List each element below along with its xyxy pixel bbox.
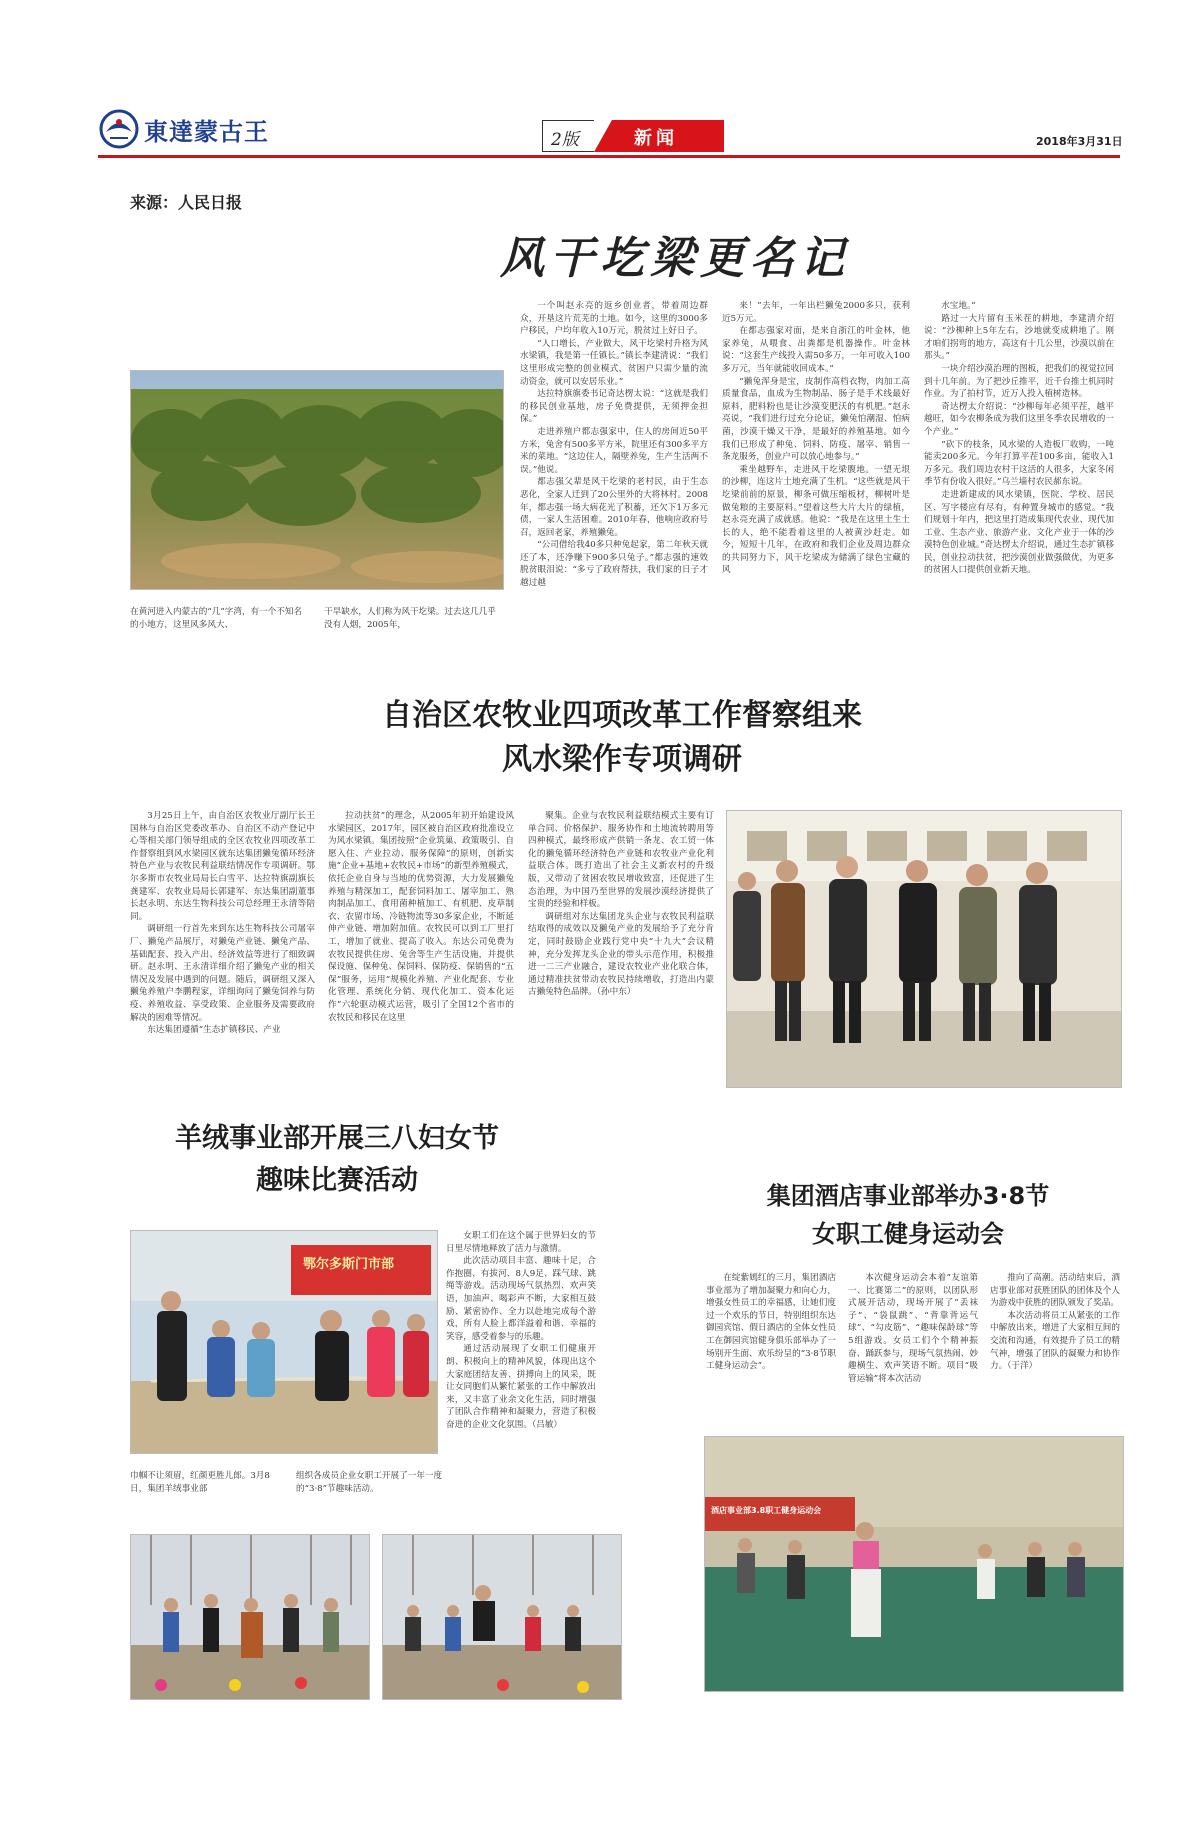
circle-game-image — [131, 1535, 369, 1699]
article2-title-line2: 风水梁作专项调研 — [502, 742, 742, 777]
storefront-banner-text: 鄂尔多斯门市部 — [303, 1257, 395, 1272]
paragraph: 调研组一行首先来到东达生物科技公司屠宰厂、獭兔产品展厅，对獭兔产业链、獭兔产品、基础配套、投入产出、经济效益等进行了细致调研。赵永明、王永清详细介绍了獭兔产业的相关情况及发展中遇到的问题。随后，调研组又深入獭兔养殖户李鹏程家，详细询问了獭兔饲养与防疫、养殖收益、享受政策、企业服务及需要政府解决的困难等情况。 — [130, 924, 315, 1023]
paragraph: 路过一大片留有玉米茬的耕地，李建清介绍说：“沙柳种上5年左右，沙地就变成耕地了。刚才咱们拐弯的地方，高这有十几公里，沙漠以前在那头。” — [924, 313, 1114, 362]
paragraph: 一块介绍沙漠治理的图板，把我们的视觉拉回到十几年前。为了把沙丘推平，近千台推土机同时作业。为了拍村节，近万人投入植树造林。 — [924, 363, 1114, 400]
paragraph: 推向了高潮。活动结束后，酒店事业部对获胜团队的团体及个人为游戏中获胜的团队颁发了奖品。 — [990, 1273, 1120, 1309]
paragraph: “公司借给我40多只种兔起家，第二年秋天就还了本，还净赚下900多只兔子。”都志强的速效脱贫眼泪说：“多亏了政府帮扶，我们家的日子才越过越 — [520, 540, 708, 589]
paragraph: 都志强父辈是风干圪梁的老村民，由于生态恶化，全家人迁到了20公里外的大将林村。2008年，都志强一场大病花光了积蓄，还欠下1万多元债，一家人生活困难。2010年春，他响应政府号召，返回老家，养殖獭兔。 — [520, 477, 708, 538]
article2-col2 — [328, 810, 514, 1080]
paragraph: 调研组对东达集团龙头企业与农牧民利益联结取得的成效以及獭兔产业的发展给予了充分肯定，同时鼓励企业践行党中央“十九大”会议精神，充分发挥龙头企业的带头示范作用，积极推进一二三产业融合，建设农牧业产业化联合体，通过精准扶贫带动农牧民持续增收，打造出内蒙古獭兔特色品牌。（孙中东） — [528, 911, 714, 998]
article1-photo-shrubland — [130, 370, 504, 590]
masthead-rule — [98, 155, 1120, 158]
article3-photo-jump-game — [382, 1534, 622, 1700]
issue-date: 2018年3月31日 — [1036, 135, 1123, 148]
logo-text: 東達蒙古王 — [144, 117, 269, 146]
masthead — [0, 0, 1200, 170]
article3-photo-tug-of-war — [130, 1230, 438, 1454]
paragraph: 此次活动项目丰富、趣味十足，合作抱圈、有拔河、8人9足、踩气球、跳绳等游戏。活动现场气氛热烈、欢声笑语，加油声、喝彩声不断，大家相互鼓励、紧密协作、全力以赴地完成每个游戏，所有人脸上都洋溢着和谐、幸福的笑容，感受着参与的乐趣。 — [446, 1256, 596, 1342]
page-number: 2版 — [551, 130, 579, 150]
article4-col1 — [706, 1272, 836, 1432]
article3-caption-col1: 巾帼不让须眉，红颜更胜儿郎。3月8日，集团羊绒事业部 — [130, 1471, 270, 1494]
paragraph: 在绽紫嫣红的三月，集团酒店事业部为了增加凝聚力和向心力，增强女性员工的幸福感，让她们度过一个欢乐的节日，特别组织东达御园宾馆、假日酒店的全体女性员工在御园宾馆健身俱乐部举办了一场别开生面、欢乐纷呈的“3·8节职工健身运动会”。 — [706, 1273, 836, 1372]
paragraph: 拉动扶贫”的理念，从2005年初开始建设风水梁园区，2017年，园区被自治区政府批准设立为风水梁镇。集团按照“企业筑巢、政策吸引、自愿入住、产业拉动、服务保障”的原则，创新实施“企业+基地+农牧民+市场”的新型养殖模式，依托企业自身与当地的优势资源，大力发展獭兔养殖与精深加工，配套饲料加工、屠宰加工、熟肉制品加工、食用菌种植加工、有机肥、皮草制衣、农留市场、冷链物流等30多家企业，不断延伸产业链、增加附加值。农牧民可以到工厂里打工，增加了就业、提高了收入。东达公司免费为农牧民提供住房、兔舍等生产生活设施，并提供保设施、保种兔、保饲料、保防疫、保销售的“五保”服务，运用“规模化养殖、产业化配套、专业化管理、系统化分销、现代化加工、资本化运作”六轮驱动模式运营，吸引了全国12个省市的农牧民和移民在这里 — [328, 811, 514, 1023]
paragraph: 在都志强家对面，是来自浙江的叶金林，他家养兔，从喂食、出粪都是机器操作。叶金林说：“这套生产线投入需50多万，一年可收入100多万元，当年就能收回成本。” — [722, 326, 910, 374]
paragraph: “獭兔浑身是宝，皮制作高档衣物，肉加工高质量食品，血成为生物制品、肠子是手术线最好原料，肥料粉也是让沙漠变肥沃的有机肥。”赵永亮说，“我们进行过充分论证，獭兔怕潮湿、怕病菌，沙漠干燥又干净，是最好的养殖基地。如今我们已形成了种兔、饲料、防疫、屠宰、销售一条龙服务，创业户可以放心地参与。” — [722, 376, 910, 463]
paragraph: 奇达楞太介绍说：“沙柳每年必须平茬，越平越旺，如今农柳条成为我们这里冬季农民增收的一个产业。” — [924, 401, 1114, 437]
jump-game-image — [383, 1535, 621, 1699]
paragraph: “人口增长，产业做大，风干圪梁村升格为风水梁镇，我是第一任镇长。”镇长李建清说：“我们这里形成完整的创业模式，贫困户只需少量的流动资金，就可以安居乐业。” — [520, 338, 708, 387]
article4-title-line1: 集团酒店事业部举办3·8节 — [766, 1182, 1050, 1210]
paragraph: 本次活动将员工从紧张的工作中解放出来，增进了大家相互间的交流和沟通，有效提升了员工的精气神，增强了团队的凝聚力和协作力。（于洋） — [990, 1310, 1120, 1372]
paragraph: 3月25日上午，由自治区农牧业厅副厅长王国林与自治区党委改革办、自治区不动产登记中心等相关部门领导组成的全区农牧业四项改革工作督察组到风水梁园区就东达集团獭兔循环经济特色产业与农牧民利益联结情况作专项调研。鄂尔多斯市农牧业局局长白雪平、达拉特旗副旗长龚建军、农牧业局局长郭建军、东达集团副董事长赵永明、东达生物科技公司总经理王永清等陪同。 — [130, 811, 315, 922]
article2-col1 — [130, 810, 315, 1080]
article1-col4 — [722, 300, 910, 640]
article3-caption-col2: 组织各成员企业女职工开展了一年一度的“3·8”节趣味活动。 — [296, 1471, 443, 1494]
paragraph: “砍下的枝条，风水梁的人造板厂收购，一吨能卖200多元。今年打算平茬100多亩，能收入1万多元。我们周边农村干这活的人很多，大家冬闲季节有份收入很好。”乌兰墙村农民郝东说。 — [924, 439, 1114, 488]
paragraph: 水宝地。” — [941, 301, 976, 311]
paragraph: 聚集。企业与农牧民利益联结模式主要有订单合同、价格保护、服务协作和土地流转聘用等四种模式，最终形成产供销一条龙、农工贸一体化的獭兔循环经济特色产业链和农牧业产业化利益联合体。既打造出了社会主义新农村的升级版，又带动了贫困农牧民增收致富，还促进了生态治理，为中国乃至世界的发展沙漠经济提供了宝贵的经验和样板。 — [528, 811, 714, 910]
paragraph: 走进新建成的风水梁镇，医院、学校、居民区、写字楼应有尽有，有种置身城市的感觉。“我们规划十年内，把这里打造成集现代农业、现代加工业、生态产业、旅游产业、文化产业于一体的沙漠特色创业城。”奇达楞太介绍说，通过生态扩镇移民，创业拉动扶贫，把沙漠创业做强做优，为更多的贫困人口提供创业新天地。 — [924, 489, 1114, 576]
paragraph: 乘坐越野车，走进风干圪梁腹地。一望无垠的沙柳，连这片土地充满了生机。“这些就是风干圪梁前前的原景，柳条可做压缩板材，柳树叶是做兔粮的主要原料。”望着这些大片大片的绿植，赵永亮充满了成就感。他说：“我是在这里土生土长的人，绝不能看着这里的人被黄沙赶走。如今，短短十几年，在政府和我们企业及周边群众的共同努力下，风干圪梁成为储满了绿色宝藏的风 — [722, 464, 910, 576]
article3-title-line2: 趣味比赛活动 — [256, 1165, 418, 1196]
article4-col2 — [848, 1272, 978, 1432]
article1-caption-col2: 干旱缺水，人们称为风干圪梁。过去这几几乎没有人烟，2005年， — [324, 607, 496, 630]
article1-caption-col1: 在黄河进入内蒙古的“几”字湾，有一个不知名的小地方，这里风多风大、 — [130, 607, 303, 630]
article2-col3 — [528, 810, 714, 1080]
article4-title-line2: 女职工健身运动会 — [812, 1220, 1004, 1248]
article1-title: 风干圪梁更名记 — [500, 233, 850, 284]
article3-photo-circle-game — [130, 1534, 370, 1700]
section-name: 新闻 — [634, 128, 678, 149]
gym-banner-text: 酒店事业部3.8职工健身运动会 — [711, 1506, 822, 1515]
logo-emblem-icon — [98, 108, 140, 150]
article4-col3 — [990, 1272, 1120, 1432]
article2-photo-inspection — [726, 810, 1122, 1088]
paragraph: 达拉特旗旗委书记奇达楞太说：“这就是我们的移民创业基地，房子免费提供，无须押金担保。” — [520, 389, 708, 425]
shrubland-image — [131, 371, 503, 589]
page-number-box — [542, 120, 597, 152]
paragraph: 本次健身运动会本着“友谊第一、比赛第二”的原则，以团队形式展开活动，现场开展了“丢袜子”、“袋鼠跳”、“背靠背运气球”、“勾皮筋”、“趣味保龄球”等5组游戏。女员工们个个精神振奋、踊跃参与，现场气氛热闹、妙趣横生、欢声笑语不断。项目“吸管运输”将本次活动 — [848, 1273, 978, 1384]
article1-col3 — [520, 300, 708, 640]
article1-col5 — [924, 300, 1114, 640]
paragraph: 一个叫赵永亮的返乡创业者，带着周边群众，开垦这片荒芜的土地。如今，这里的3000多户移民，户均年收入10万元，脱贫过上好日子。 — [520, 301, 708, 337]
sack-race-image — [705, 1437, 1123, 1691]
paragraph: 来！”去年，一年出栏獭兔2000多只，获利近5万元。 — [722, 301, 910, 324]
paragraph: 女职工们在这个属于世界妇女的节日里尽情地释放了活力与激情。 — [446, 1231, 596, 1254]
inspection-group-image — [727, 811, 1121, 1087]
article4-photo-sack-race — [704, 1436, 1124, 1692]
paragraph: 东达集团遵循“生态扩镇移民、产业 — [147, 1025, 281, 1036]
paragraph: 走进养殖户都志强家中，住人的房间近50平方米，兔舍有500多平方米，院里还有300多平方米的菜地。“这边住人，隔壁养兔，生产生活两不误。”他说。 — [520, 426, 708, 475]
article2-title-line1: 自治区农牧业四项改革工作督察组来 — [382, 698, 862, 733]
source-line: 来源：人民日报 — [130, 193, 243, 212]
article3-title-line1: 羊绒事业部开展三八妇女节 — [175, 1123, 499, 1154]
paragraph: 通过活动展现了女职工们健康开朗、积极向上的精神风貌，体现出这个大家庭团结友善、拼搏向上的风采，既让女同胞们从繁忙紧张的工作中解放出来，又丰富了业余文化生活，同时增强了团队合作精神和凝聚力，营造了积极奋进的企业文化氛围。（吕敏） — [446, 1344, 596, 1430]
article3-body — [446, 1230, 596, 1452]
